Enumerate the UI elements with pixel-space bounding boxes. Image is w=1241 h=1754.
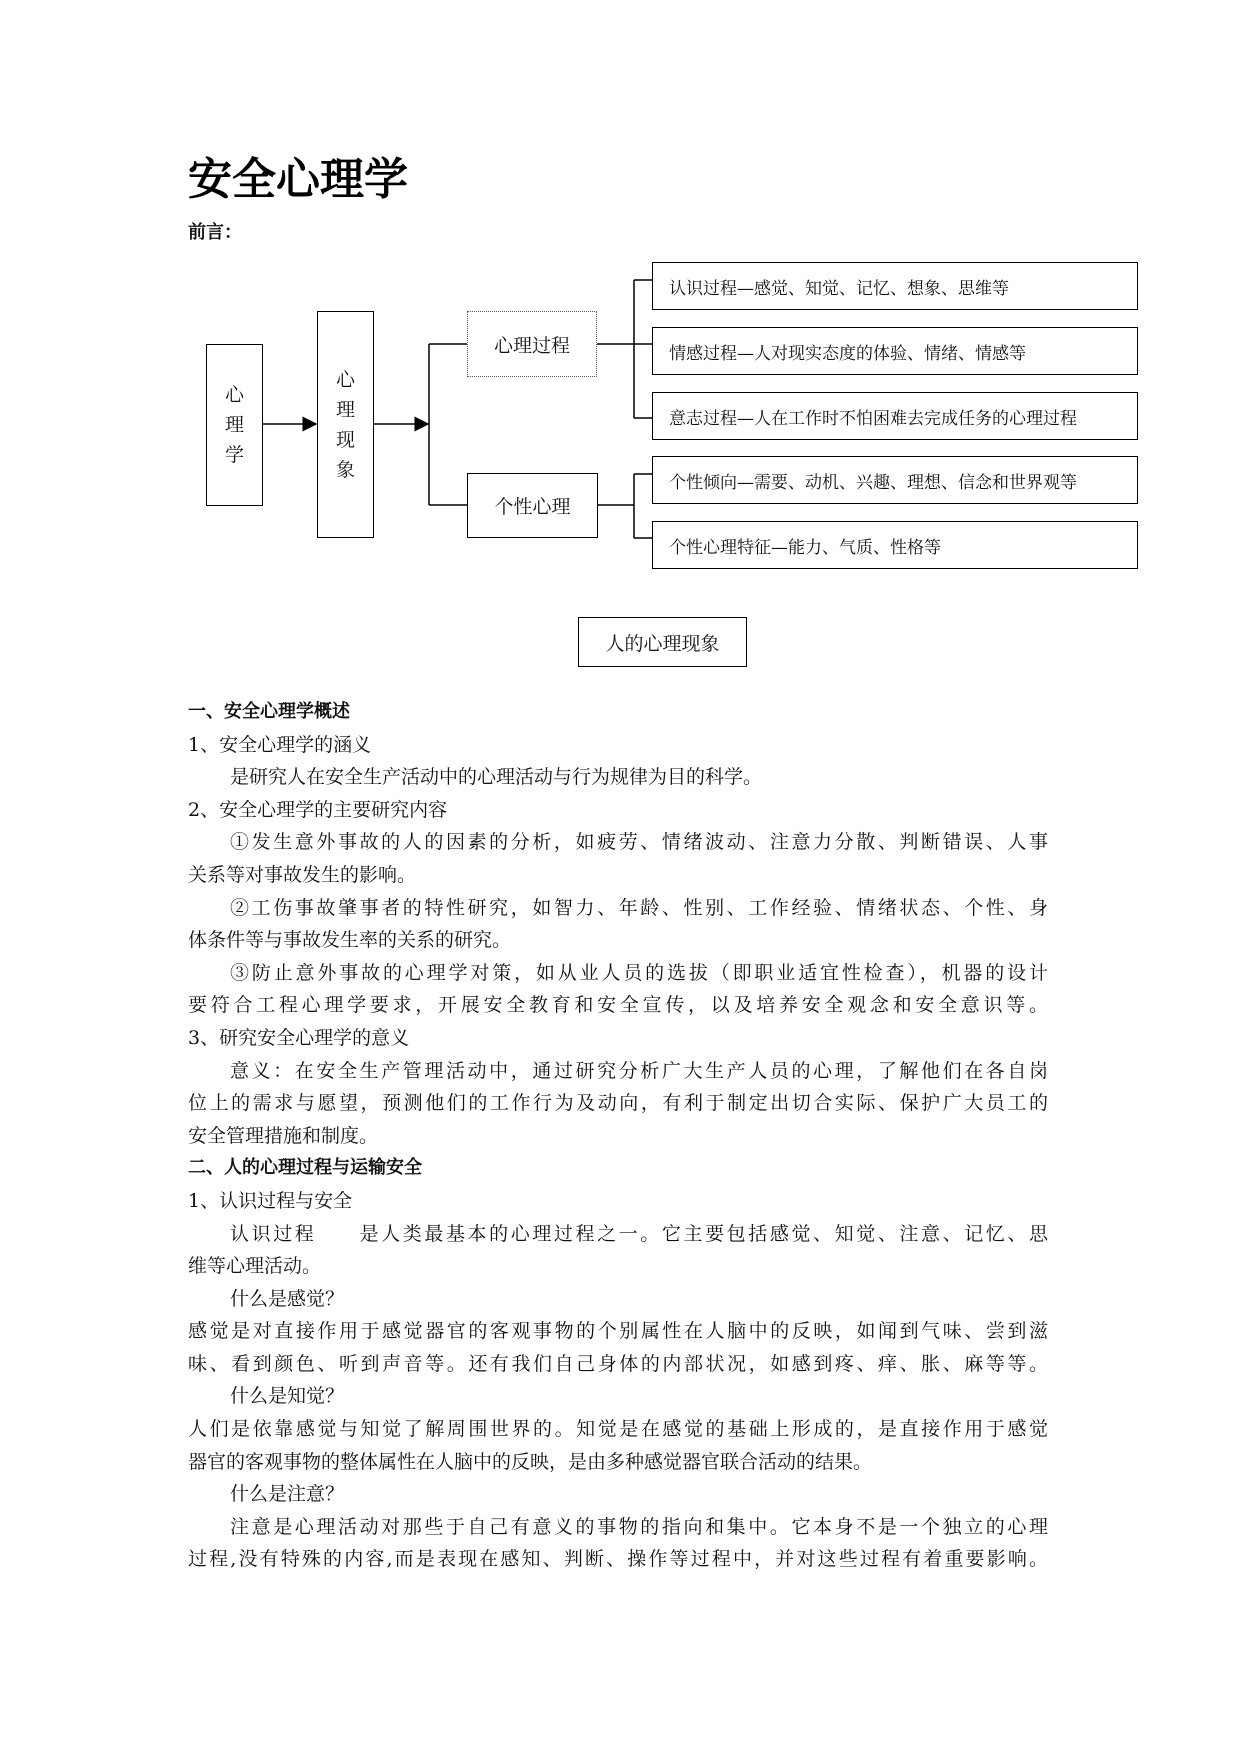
document-title: 安全心理学: [188, 154, 408, 205]
paragraph-line: 人们是依靠感觉与知觉了解周围世界的。知觉是在感觉的基础上形成的，是直接作用于感觉: [188, 1418, 1048, 1441]
question-line: 什么是知觉？: [230, 1385, 345, 1408]
section-heading: 一、安全心理学概述: [188, 701, 350, 722]
paragraph-line: 感觉是对直接作用于感觉器官的客观事物的个别属性在人脑中的反映，如闻到气味、尝到滋: [188, 1320, 1048, 1343]
subsection-heading: 1、认识过程与安全: [188, 1189, 353, 1212]
subsection-heading: 1、安全心理学的涵义: [188, 733, 372, 756]
paragraph-line: 器官的客观事物的整体属性在人脑中的反映，是由多种感觉器官联合活动的结果。: [188, 1450, 873, 1473]
diagram-box-psychology: 心 理 学: [206, 344, 263, 506]
subsection-heading: 2、安全心理学的主要研究内容: [188, 798, 448, 821]
diagram-caption: 人的心理现象: [578, 617, 747, 667]
diagram-process-item: 认识过程—感觉、知觉、记忆、想象、思维等: [652, 262, 1138, 310]
question-line: 什么是感觉？: [230, 1287, 345, 1310]
paragraph-line: 认识过程 是人类最基本的心理过程之一。它主要包括感觉、知觉、注意、记忆、思: [230, 1222, 1048, 1245]
paragraph-line: 是研究人在安全生产活动中的心理活动与行为规律为目的科学。: [230, 766, 763, 789]
paragraph-line: 位上的需求与愿望，预测他们的工作行为及动向，有利于制定出切合实际、保护广大员工的: [188, 1092, 1048, 1115]
paragraph-line: ③防止意外事故的心理学对策，如从业人员的选拔（即职业适宜性检查），机器的设计: [230, 961, 1048, 984]
section-heading: 二、人的心理过程与运输安全: [188, 1157, 422, 1179]
paragraph-line: 味、看到颜色、听到声音等。还有我们自己身体的内部状况，如感到疼、痒、胀、麻等等。: [188, 1352, 1048, 1375]
paragraph-line: 安全管理措施和制度。: [188, 1124, 379, 1147]
paragraph-line: 关系等对事故发生的影响。: [188, 863, 417, 886]
diagram-personality-item: 个性倾向—需要、动机、兴趣、理想、信念和世界观等: [652, 456, 1138, 504]
paragraph-line: 过程,没有特殊的内容,而是表现在感知、判断、操作等过程中，并对这些过程有着重要影响。: [188, 1548, 1048, 1571]
question-line: 什么是注意？: [230, 1483, 345, 1506]
paragraph-line: 要符合工程心理学要求，开展安全教育和安全宣传，以及培养安全观念和安全意识等。: [188, 994, 1048, 1017]
paragraph-line: 注意是心理活动对那些于自己有意义的事物的指向和集中。它本身不是一个独立的心理: [230, 1515, 1048, 1538]
paragraph-line: ①发生意外事故的人的因素的分析，如疲劳、情绪波动、注意力分散、判断错误、人事: [230, 831, 1048, 854]
diagram-process-item: 情感过程—人对现实态度的体验、情绪、情感等: [652, 327, 1138, 375]
paragraph-line: ②工伤事故肇事者的特性研究，如智力、年龄、性别、工作经验、情绪状态、个性、身: [230, 896, 1048, 919]
diagram-personality-item: 个性心理特征—能力、气质、性格等: [652, 521, 1138, 569]
diagram-box-mental-process: 心理过程: [467, 311, 597, 377]
subsection-heading: 3、研究安全心理学的意义: [188, 1026, 410, 1049]
preface-heading: 前言：: [188, 222, 242, 243]
document-body: [188, 696, 1048, 1576]
paragraph-line: 体条件等与事故发生率的关系的研究。: [188, 929, 512, 952]
paragraph-line: 意义：在安全生产管理活动中，通过研究分析广大生产人员的心理，了解他们在各自岗: [230, 1059, 1048, 1082]
diagram-box-phenomenon: 心 理 现 象: [317, 311, 374, 538]
diagram-process-item: 意志过程—人在工作时不怕困难去完成任务的心理过程: [652, 392, 1138, 440]
paragraph-line: 维等心理活动。: [188, 1255, 322, 1278]
diagram-box-personality: 个性心理: [467, 473, 598, 538]
